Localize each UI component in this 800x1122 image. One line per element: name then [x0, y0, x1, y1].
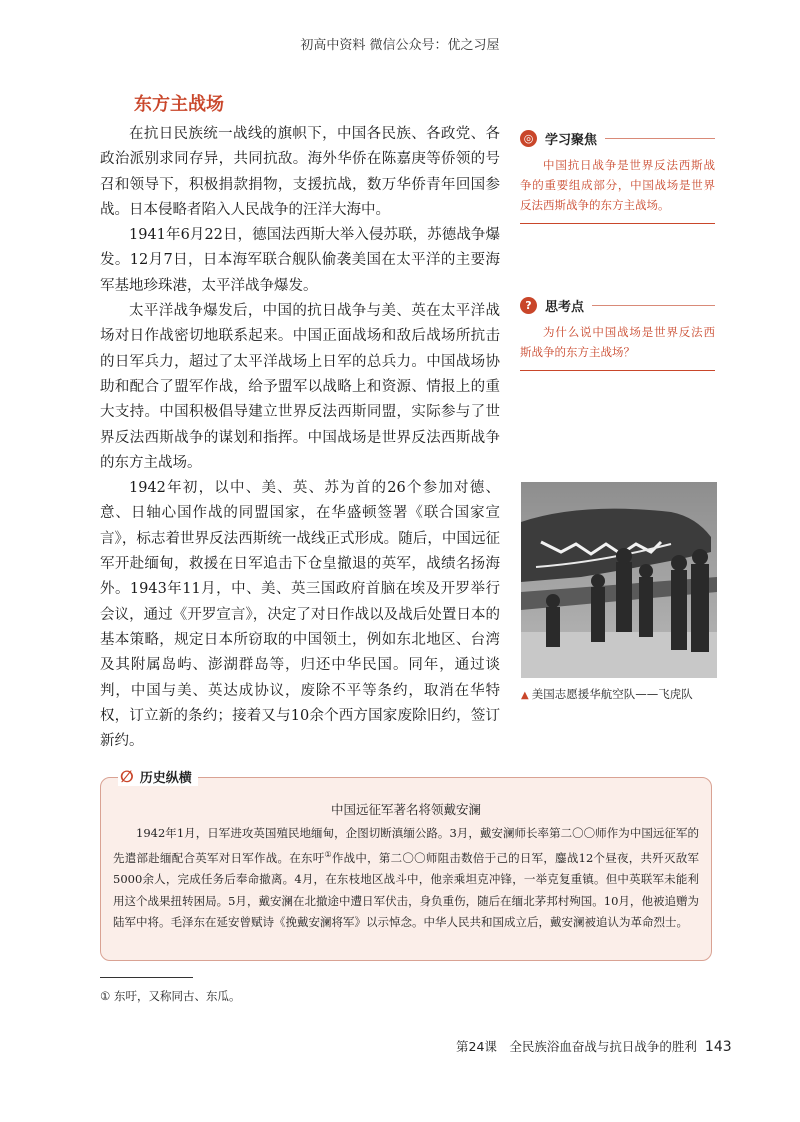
footnote: ① 东吁，又称同古、东瓜。 — [100, 989, 241, 1003]
main-text — [100, 122, 500, 754]
learning-focus-label: 学习聚焦 — [545, 132, 598, 148]
flying-tigers-photo — [521, 482, 717, 678]
question-icon: ? — [520, 297, 537, 314]
page-number: 143 — [704, 1039, 732, 1055]
photo-caption: ▲ 美国志愿援华航空队——飞虎队 — [521, 687, 693, 701]
learning-focus-box — [520, 127, 715, 224]
triangle-icon: ▲ — [521, 690, 529, 701]
learning-focus-text: 中国抗日战争是世界反法西斯战争的重要组成部分，中国战场是世界反法西斯战争的东方主战场。 — [520, 155, 715, 224]
paragraph-2: 1941年6月22日，德国法西斯大举入侵苏联，苏德战争爆发。12月7日，日本海军联合舰队偷袭美国在太平洋的主要海军基地珍珠港，太平洋战争爆发。 — [100, 227, 500, 294]
page-footer — [456, 1037, 732, 1055]
history-body: 1942年1月，日军进攻英国殖民地缅甸，企图切断滇缅公路。3月，戴安澜师长率第二〇〇师作为中国远征军的先遣部赴缅配合英军对日军作战。在东吁①作战中，第二〇〇师阻击数倍于己的日军，鏖战12个昼夜，共歼灭敌军5000余人，完成任务后奉命撤离。4月，在东枝地区战斗中，他亲乘坦克冲锋，一举克复重镇。但中英联军未能利用这个战果扭转困局。5月，戴安澜在北撤途中遭日军伏击，身负重伤，随后在缅北茅邦村殉国。10月，他被追赠为陆军中将。毛泽东在延安曾赋诗《挽戴安澜将军》以示悼念。中华人民共和国成立后，戴安澜被追认为革命烈士。 — [113, 826, 699, 930]
photo-illustration — [521, 482, 717, 678]
history-icon: ∅ — [120, 767, 134, 786]
paragraph-3: 太平洋战争爆发后，中国的抗日战争与美、英在太平洋战场对日作战密切地联系起来。中国正面战场和敌后战场所抗击的日军兵力，超过了太平洋战场上日军的总兵力。中国战场协助和配合了盟军作战，给予盟军以战略上和资源、情报上的重大支持。中国积极倡导建立世界反法西斯同盟，实际参与了世界反法西斯战争的谋划和指挥。中国战场是世界反法西斯战争的东方主战场。 — [100, 303, 500, 471]
paragraph-4: 1942年初，以中、美、英、苏为首的26个参加对德、意、日轴心国作战的同盟国家，在华盛顿签署《联合国家宣言》，标志着世界反法西斯统一战线正式形成。随后，中国远征军开赴缅甸，救援在日军追击下仓皇撤退的英军，战绩名扬海外。1943年11月，中、美、英三国政府首脑在埃及开罗举行会议，通过《开罗宣言》，决定了对日作战以及战后处置日本的基本策略，规定日本所窃取的中国领土，例如东北地区、台湾及其附属岛屿、澎湖群岛等，归还中华民国。同年，通过谈判，中国与美、英达成协议，废除不平等条约，取消在华特权，订立新的条约；接着又与10余个西方国家废除旧约，签订新约。 — [100, 480, 500, 750]
divider — [592, 305, 715, 306]
section-title: 东方主战场 — [134, 94, 224, 115]
think-point-label: 思考点 — [545, 299, 585, 315]
lesson-title: 第24课 全民族浴血奋战与抗日战争的胜利 — [456, 1039, 697, 1054]
history-label: ∅ 历史纵横 — [118, 767, 198, 786]
history-title: 中国远征军著名将领戴安澜 — [330, 802, 481, 817]
page-header: 初高中资料 微信公众号：优之习屋 — [300, 38, 500, 53]
think-point-box — [520, 294, 715, 371]
target-icon: ◎ — [520, 130, 537, 147]
think-point-text: 为什么说中国战场是世界反法西斯战争的东方主战场？ — [520, 322, 715, 371]
paragraph-1: 在抗日民族统一战线的旗帜下，中国各民族、各政党、各政治派别求同存异，共同抗敌。海外华侨在陈嘉庚等侨领的号召和领导下，积极捐款捐物，支援抗战，数万华侨青年回国参战。日本侵略者陷入人民战争的汪洋大海中。 — [100, 126, 500, 218]
footnote-rule — [100, 977, 193, 978]
divider — [605, 138, 715, 139]
footnote-marker[interactable]: ① — [324, 850, 332, 860]
